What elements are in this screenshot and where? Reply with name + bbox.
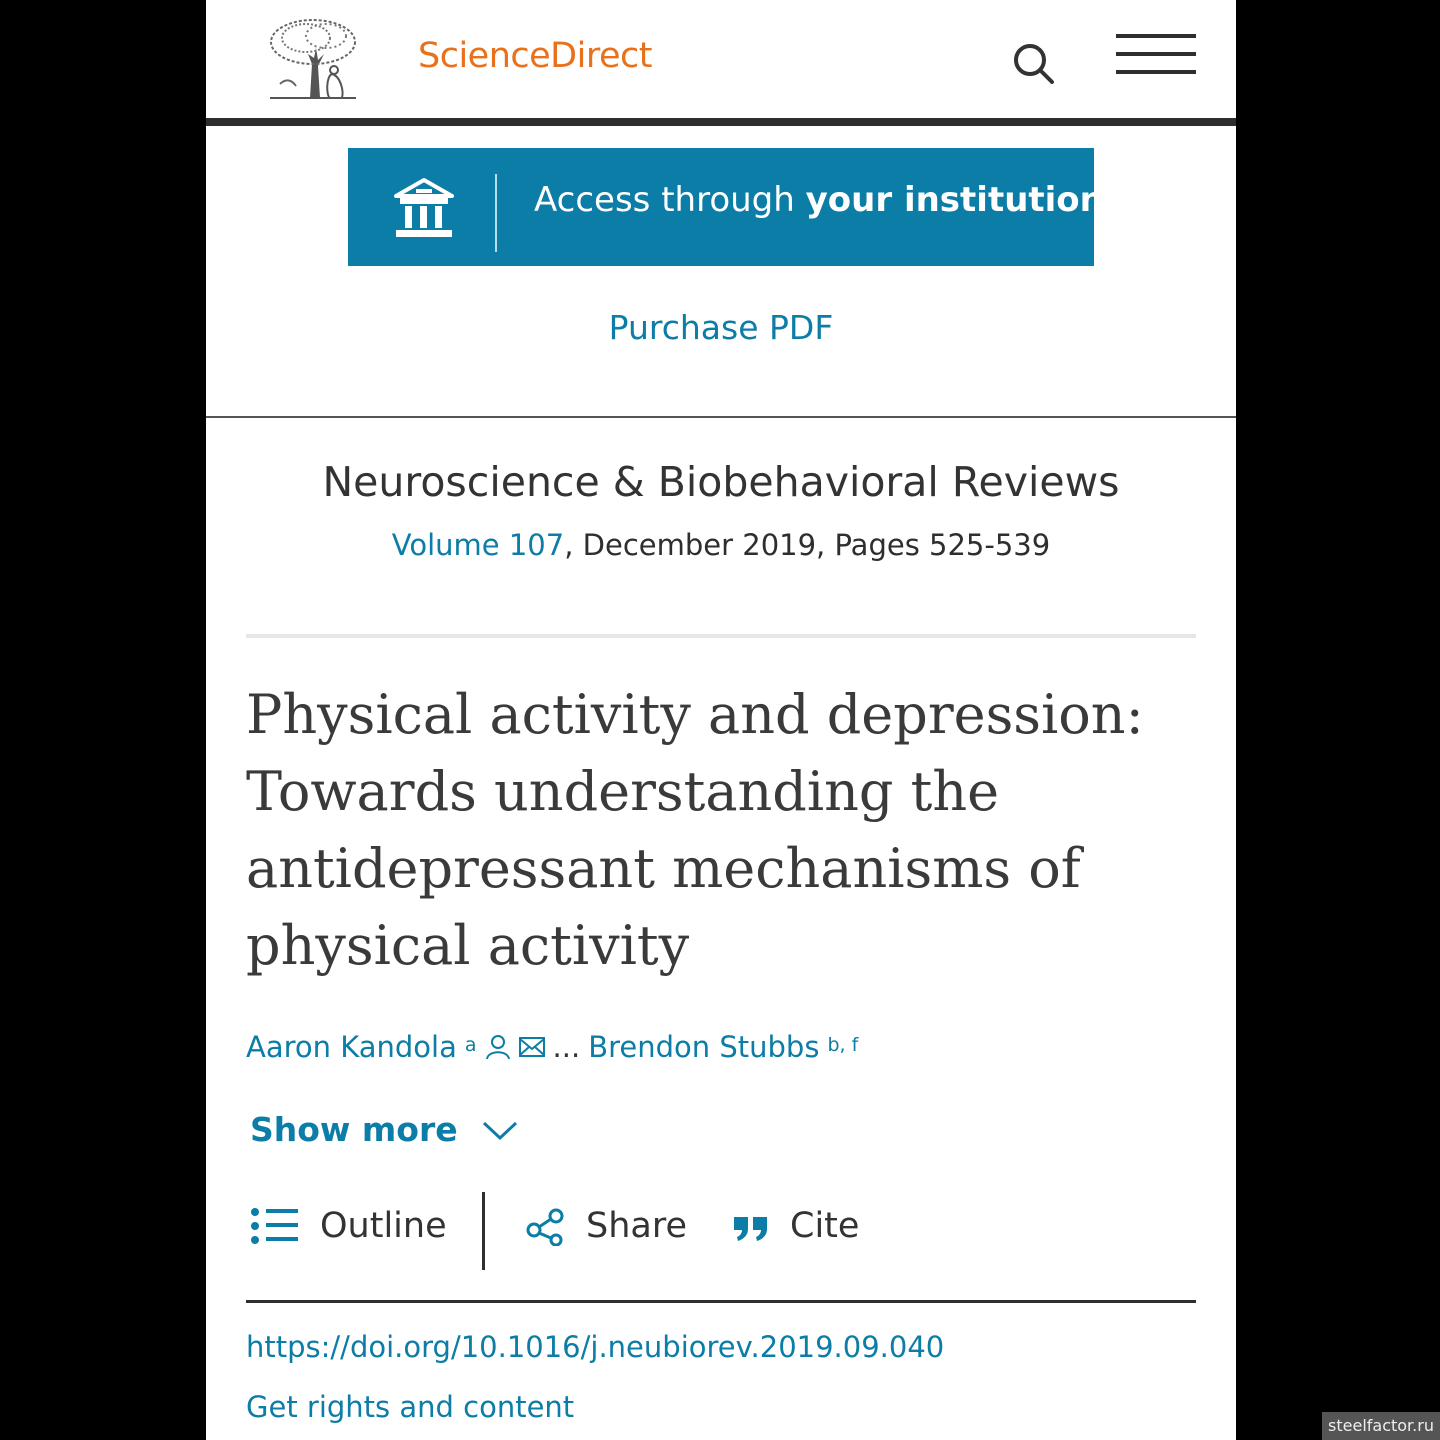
title-divider <box>246 634 1196 638</box>
outline-label: Outline <box>320 1206 447 1246</box>
list-icon <box>250 1206 300 1246</box>
elsevier-tree-logo-icon[interactable] <box>266 14 360 100</box>
purchase-pdf-link[interactable]: Purchase PDF <box>608 308 834 347</box>
toolbar-bottom-divider <box>246 1300 1196 1303</box>
quote-icon <box>732 1209 770 1243</box>
access-label: Access through your institution <box>534 180 1104 220</box>
watermark: steelfactor.ru <box>1322 1412 1440 1440</box>
envelope-icon[interactable] <box>519 1034 545 1060</box>
share-label: Share <box>586 1206 688 1246</box>
rights-link[interactable]: Get rights and content <box>246 1390 575 1424</box>
share-button[interactable] <box>526 1206 687 1246</box>
author-link[interactable]: Aaron Kandola <box>246 1030 457 1064</box>
institution-icon <box>392 176 456 240</box>
author-affiliation[interactable]: a <box>464 1034 477 1056</box>
author-ellipsis: ... <box>552 1030 581 1064</box>
show-more-label: Show more <box>250 1110 458 1149</box>
show-more-button[interactable] <box>250 1110 518 1149</box>
chevron-down-icon <box>482 1119 518 1141</box>
volume-link[interactable]: Volume 107 <box>391 528 565 562</box>
article-title: Physical activity and depression: Towards understanding the antidepressant mechanisms of physical activity <box>246 683 1144 977</box>
site-header <box>206 0 1236 118</box>
journal-title[interactable]: Neuroscience & Biobehavioral Reviews <box>322 458 1120 506</box>
hamburger-menu-icon[interactable] <box>1116 32 1196 78</box>
toolbar-divider <box>482 1192 485 1270</box>
author-link[interactable]: Brendon Stubbs <box>588 1030 820 1064</box>
issue-info <box>206 528 1236 562</box>
section-divider <box>206 416 1236 418</box>
cite-label: Cite <box>790 1206 860 1246</box>
outline-button[interactable] <box>250 1206 447 1246</box>
cite-button[interactable] <box>732 1206 859 1246</box>
search-icon[interactable] <box>1010 40 1058 88</box>
access-through-institution-button[interactable] <box>348 148 1104 266</box>
article-page <box>206 0 1236 1440</box>
access-divider <box>495 174 497 252</box>
issue-details: , December 2019, Pages 525-539 <box>564 528 1051 562</box>
author-list <box>246 1030 858 1064</box>
brand-name[interactable]: ScienceDirect <box>418 36 652 76</box>
doi-link[interactable]: https://doi.org/10.1016/j.neubiorev.2019.09.040 <box>246 1330 945 1364</box>
person-icon[interactable] <box>485 1034 511 1060</box>
header-divider <box>206 118 1236 126</box>
author-affiliation[interactable]: b, f <box>827 1034 859 1056</box>
share-icon <box>526 1206 566 1246</box>
